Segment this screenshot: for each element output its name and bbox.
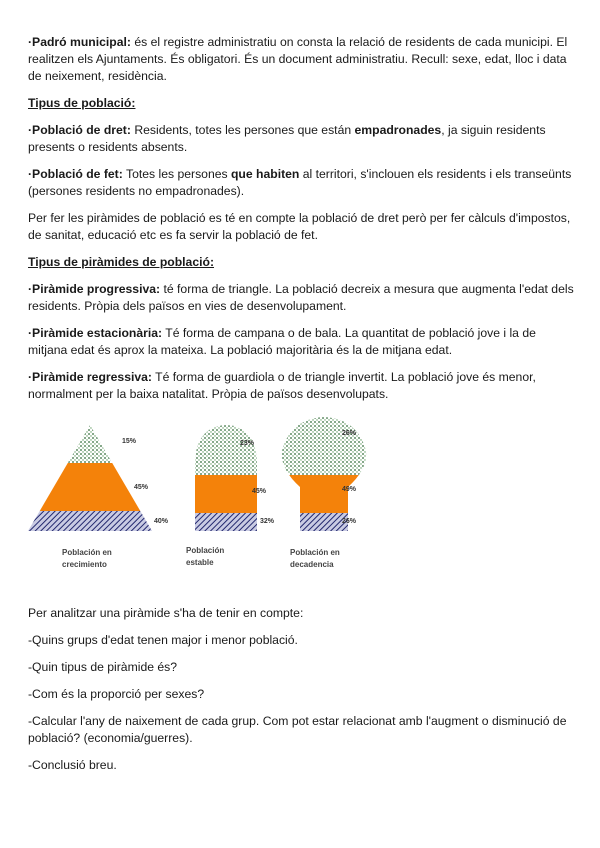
pyramid-regressive-top-pct: 26% (342, 430, 357, 437)
progressiva-term: ·Piràmide progressiva: (28, 282, 161, 296)
padro-term: ·Padró municipal: (28, 35, 131, 49)
pyramid-regressive-bottom-pct: 26% (342, 518, 357, 525)
pyramid-stationary (186, 423, 275, 567)
pyramid-regressive-middle-band (278, 475, 368, 513)
pyramid-progressive-top-pct: 15% (122, 438, 137, 445)
analisi-item-4: -Calcular l'any de naixement de cada grup. Com pot estar relacionat amb l'augment o disminució de població? (economia/guerres). (28, 714, 567, 745)
pyramid-stationary-bottom-pct: 32% (260, 518, 275, 525)
pyramid-regressive (278, 415, 368, 569)
fet-bold: que habiten (230, 167, 300, 181)
regressiva-text: Té forma de guardiola o de triangle invertit. La població jove és menor, normalment per la baixa natalitat. Pròpia de països desenvolupats. (28, 370, 536, 401)
padro-text: és el registre administratiu on consta la relació de residents de cada municipi. El realitzen els Ajuntaments. És obligatori. És un document administratiu. Recull: sexe, edat, lloc i data de neixement, residència. (28, 35, 568, 83)
pyramid-regressive-caption-line1: Población en (290, 548, 340, 557)
pyramid-progressive-caption-line2: crecimiento (62, 560, 107, 569)
document-page (28, 34, 576, 784)
pyramid-progressive-bottom-pct: 40% (154, 518, 169, 525)
pyramid-stationary-top-band (188, 423, 264, 475)
dret-bold: empadronades (354, 123, 442, 137)
poblacio-dret-paragraph (28, 122, 576, 156)
fet-text1: Totes les persones (122, 167, 231, 181)
pyramid-progressive-bottom-band (28, 511, 152, 531)
pyramid-stationary-caption-line1: Población (186, 546, 225, 555)
pyramid-stationary-caption-line2: estable (186, 558, 214, 567)
regressiva-term: ·Piràmide regressiva: (28, 370, 152, 384)
piramide-estacionaria-paragraph (28, 325, 576, 359)
pyramid-stationary-middle-pct: 45% (252, 488, 267, 495)
tipus-piramides-heading: Tipus de piràmides de població: (28, 255, 215, 269)
analisi-item-1: -Quins grups d'edat tenen major i menor població. (28, 633, 298, 647)
piramide-regressiva-paragraph (28, 369, 576, 403)
analisi-item-2: -Quin tipus de piràmide és? (28, 660, 178, 674)
estacionaria-term: ·Piràmide estacionària: (28, 326, 163, 340)
dret-term: ·Població de dret: (28, 123, 131, 137)
analisi-item-3: -Com és la proporció per sexes? (28, 687, 205, 701)
dret-text1: Residents, totes les persones que están (130, 123, 355, 137)
dret-text2: , ja siguin residents presents o residents absents. (28, 123, 546, 154)
tipus-poblacio-heading: Tipus de població: (28, 96, 136, 110)
pyramid-types-figure (28, 413, 368, 593)
estacionaria-text: Té forma de campana o de bala. La quantitat de població jove i la de mitjana edat és aprox la mateixa. La població majoritària és la de mitjana edat. (28, 326, 536, 357)
pyramid-regressive-middle-pct: 49% (342, 486, 357, 493)
pyramid-types-illustration (28, 413, 368, 593)
analisi-item-5: -Conclusió breu. (28, 758, 117, 772)
pyramid-progressive-caption-line1: Población en (62, 548, 112, 557)
progressiva-text: té forma de triangle. La població decreix a mesura que augmenta l'edat dels residents. Pròpia dels països en vies de desenvolupament. (28, 282, 574, 313)
poblacio-note: Per fer les piràmides de població es té en compte la població de dret però per fer càlculs d'impostos, de sanitat, educació etc es fa servir la població de fet. (28, 211, 571, 242)
padro-paragraph (28, 34, 576, 85)
pyramid-regressive-top-band (278, 415, 368, 475)
pyramid-stationary-top-pct: 23% (240, 440, 255, 447)
fet-term: ·Població de fet: (28, 167, 123, 181)
pyramid-stationary-bottom-band (188, 513, 264, 531)
analisi-intro: Per analitzar una piràmide s'ha de tenir en compte: (28, 606, 304, 620)
pyramid-regressive-caption-line2: decadencia (290, 560, 334, 569)
piramide-progressiva-paragraph (28, 281, 576, 315)
poblacio-fet-paragraph (28, 166, 576, 200)
pyramid-progressive-middle-pct: 45% (134, 484, 149, 491)
fet-text2: al territori, s'inclouen els residents i els transeünts (persones residents no empadronades). (28, 167, 572, 198)
pyramid-progressive (28, 425, 169, 569)
